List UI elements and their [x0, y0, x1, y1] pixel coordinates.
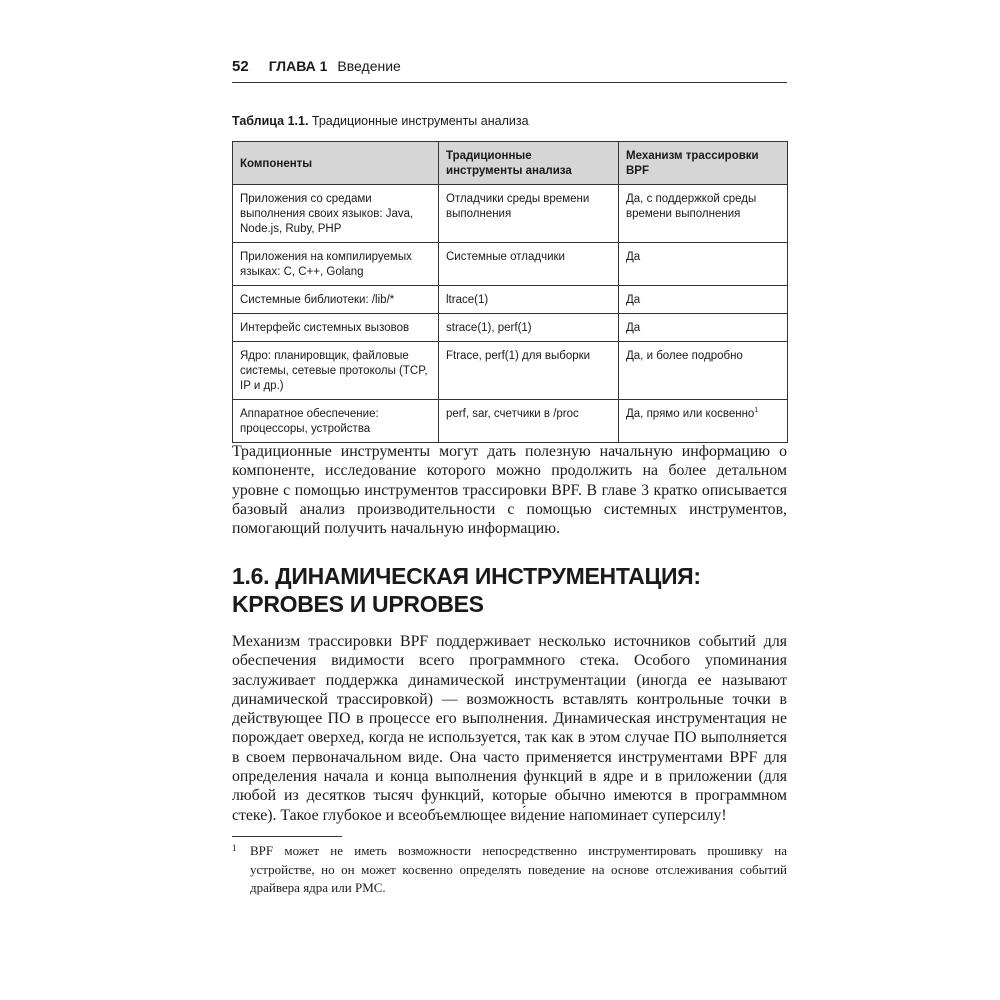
column-header: Традиционные инструменты анализа: [439, 142, 619, 185]
table-cell: strace(1), perf(1): [439, 314, 619, 342]
header-rule: [232, 82, 787, 83]
table-cell: Да, и более подробно: [619, 342, 788, 400]
table-cell: Ядро: планировщик, файловые системы, сетевые протоколы (TCP, IP и др.): [233, 342, 439, 400]
table-cell: perf, sar, счетчики в /proc: [439, 400, 619, 443]
table-cell-text: Да, прямо или косвенно: [626, 408, 755, 420]
table-row: [233, 314, 788, 342]
table-cell: Интерфейс системных вызовов: [233, 314, 439, 342]
table-cell: Системные библиотеки: /lib/*: [233, 286, 439, 314]
table-row: [233, 400, 788, 443]
page-number: 52: [232, 58, 249, 75]
chapter-title: Введение: [337, 58, 401, 74]
footnote: [232, 842, 787, 898]
table-row: [233, 286, 788, 314]
table-cell: ltrace(1): [439, 286, 619, 314]
column-header: Механизм трассировки BPF: [619, 142, 788, 185]
table-row: [233, 243, 788, 286]
table-cell: Да: [619, 286, 788, 314]
table-cell: Отладчики среды времени выполнения: [439, 185, 619, 243]
table-header-row: [233, 142, 788, 185]
footnote-reference: 1: [754, 407, 759, 415]
table-row: [233, 185, 788, 243]
table-caption-label: Таблица 1.1.: [232, 114, 309, 128]
column-header: Компоненты: [233, 142, 439, 185]
running-head: [232, 58, 787, 82]
table-caption: [232, 114, 787, 128]
footnote-text: BPF может не иметь возможности непосредственно инструментировать прошивку на устройстве, но он может косвенно определять поведение на основе отслеживания событий драйвера ядра или PMC.: [250, 843, 787, 895]
table-cell: Приложения со средами выполнения своих языков: Java, Node.js, Ruby, PHP: [233, 185, 439, 243]
table-cell: [619, 400, 788, 443]
table-cell: Системные отладчики: [439, 243, 619, 286]
table-cell: Да: [619, 314, 788, 342]
table-cell: Приложения на компилируемых языках: C, C++, Golang: [233, 243, 439, 286]
table-cell: Да, с поддержкой среды времени выполнения: [619, 185, 788, 243]
table-cell: Да: [619, 243, 788, 286]
table-row: [233, 342, 788, 400]
paragraph-intro: Традиционные инструменты могут дать полезную начальную информацию о компоненте, исследование которого можно продолжить на более детальном уровне с помощью инструментов трассировки BPF. В главе 3 кратко описывается базовый анализ производительности с помощью системных инструментов, помогающий получить начальную информацию.: [232, 443, 787, 538]
paragraph-dynamic-instrumentation: Механизм трассировки BPF поддерживает несколько источников событий для обеспечения видимости всего программного стека. Особого упоминания заслуживает поддержка динамической инструментации (иногда ее называют динамической трассировкой) — возможность вставлять контрольные точки в действующее ПО в процессе его выполнения. Динамическая инструментация не порождает оверхед, когда не используется, так как в этом случае ПО выполняется в своем первоначальном виде. Она часто применяется инструментами BPF для определения начала и конца выполнения функций в ядре и в приложении (для любой из десятков тысяч функций, которые обычно имеются в программном стеке). Такое глубокое и всеобъемлющее ви́дение напоминает суперсилу!: [232, 633, 787, 824]
footnote-mark: 1: [232, 843, 237, 853]
section-heading: 1.6. ДИНАМИЧЕСКАЯ ИНСТРУМЕНТАЦИЯ: KPROBES И UPROBES: [232, 563, 701, 617]
table-cell: Аппаратное обеспечение: процессоры, устройства: [233, 400, 439, 443]
table-cell: Ftrace, perf(1) для выборки: [439, 342, 619, 400]
footnote-rule: [232, 836, 342, 837]
tools-table: [232, 141, 788, 443]
chapter-label: ГЛАВА 1: [268, 58, 328, 74]
table-caption-text: Традиционные инструменты анализа: [311, 114, 529, 128]
